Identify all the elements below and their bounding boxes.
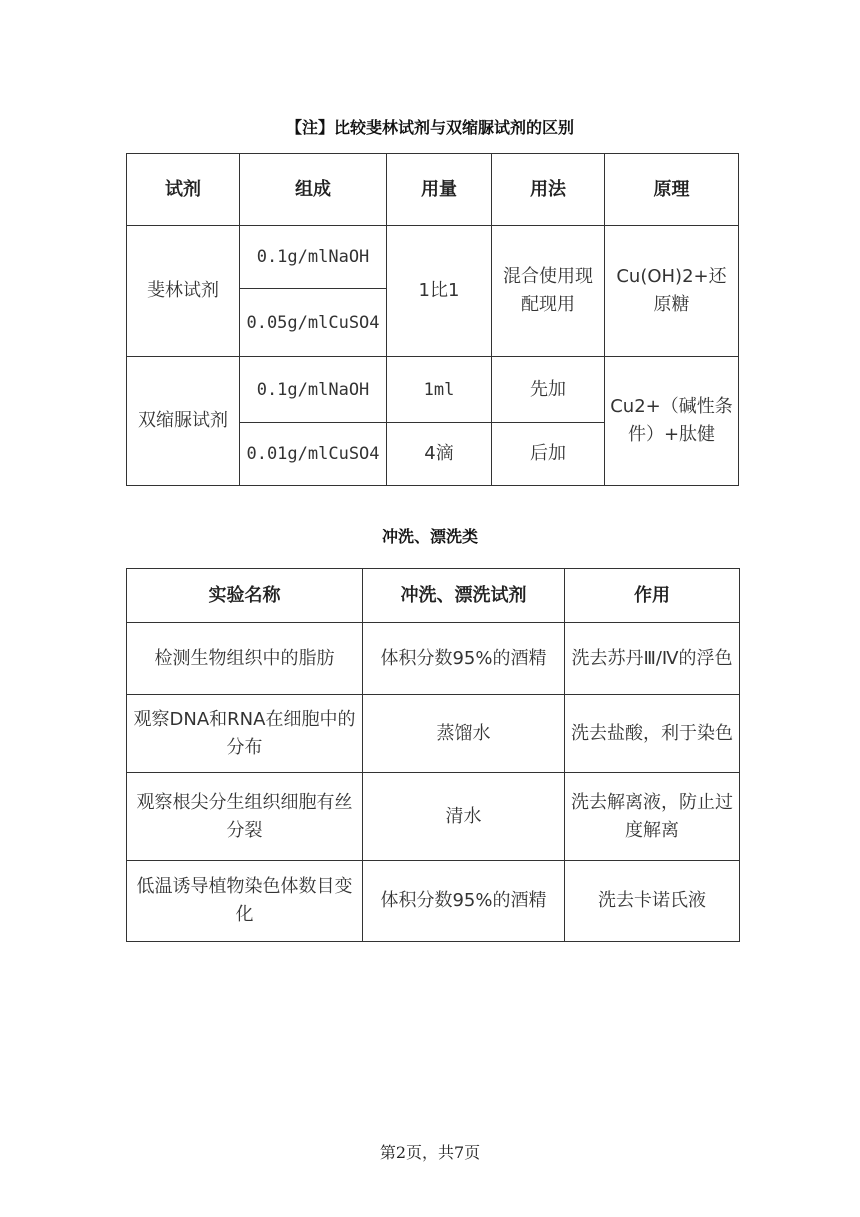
table-header-row [127,569,740,623]
rinse-reagent-cell: 蒸馏水 [363,695,565,773]
table-row [127,861,740,942]
purpose-cell: 洗去盐酸，利于染色 [565,695,740,773]
purpose-cell: 洗去苏丹Ⅲ/Ⅳ的浮色 [565,623,740,695]
composition-cell: 0.1g/mlNaOH [240,226,387,289]
rinse-reagent-cell: 体积分数95%的酒精 [363,861,565,942]
header-cell: 实验名称 [127,569,363,623]
principle-cell: Cu2+（碱性条件）+肽健 [605,357,739,486]
header-cell: 原理 [605,154,739,226]
amount-cell: 1ml [387,357,492,423]
table-row [127,773,740,861]
table-row [127,623,740,695]
composition-cell: 0.01g/mlCuSO4 [240,423,387,486]
reagent-name-cell: 斐林试剂 [127,226,240,357]
header-cell: 组成 [240,154,387,226]
table1-caption: 【注】比较斐林试剂与双缩脲试剂的区别 [285,118,574,137]
table-row [127,226,739,289]
composition-cell: 0.05g/mlCuSO4 [240,289,387,357]
usage-cell: 混合使用现配现用 [492,226,605,357]
rinse-reagent-cell: 体积分数95%的酒精 [363,623,565,695]
purpose-cell: 洗去卡诺氏液 [565,861,740,942]
experiment-name-cell: 低温诱导植物染色体数目变化 [127,861,363,942]
amount-cell: 1比1 [387,226,492,357]
table-row [127,357,739,423]
reagent-name-cell: 双缩脲试剂 [127,357,240,486]
rinse-reagent-cell: 清水 [363,773,565,861]
rinse-reagent-table [126,568,740,942]
usage-cell: 先加 [492,357,605,423]
header-cell: 用法 [492,154,605,226]
composition-cell: 0.1g/mlNaOH [240,357,387,423]
header-cell: 用量 [387,154,492,226]
header-cell: 冲洗、漂洗试剂 [363,569,565,623]
experiment-name-cell: 检测生物组织中的脂肪 [127,623,363,695]
table-row [127,695,740,773]
experiment-name-cell: 观察DNA和RNA在细胞中的分布 [127,695,363,773]
experiment-name-cell: 观察根尖分生组织细胞有丝分裂 [127,773,363,861]
usage-cell: 后加 [492,423,605,486]
purpose-cell: 洗去解离液，防止过度解离 [565,773,740,861]
header-cell: 试剂 [127,154,240,226]
page-number: 第2页，共7页 [379,1143,481,1162]
reagent-comparison-table [126,153,739,486]
header-cell: 作用 [565,569,740,623]
table-header-row [127,154,739,226]
amount-cell: 4滴 [387,423,492,486]
principle-cell: Cu(OH)2+还原糖 [605,226,739,357]
table2-caption: 冲洗、漂洗类 [381,527,478,546]
